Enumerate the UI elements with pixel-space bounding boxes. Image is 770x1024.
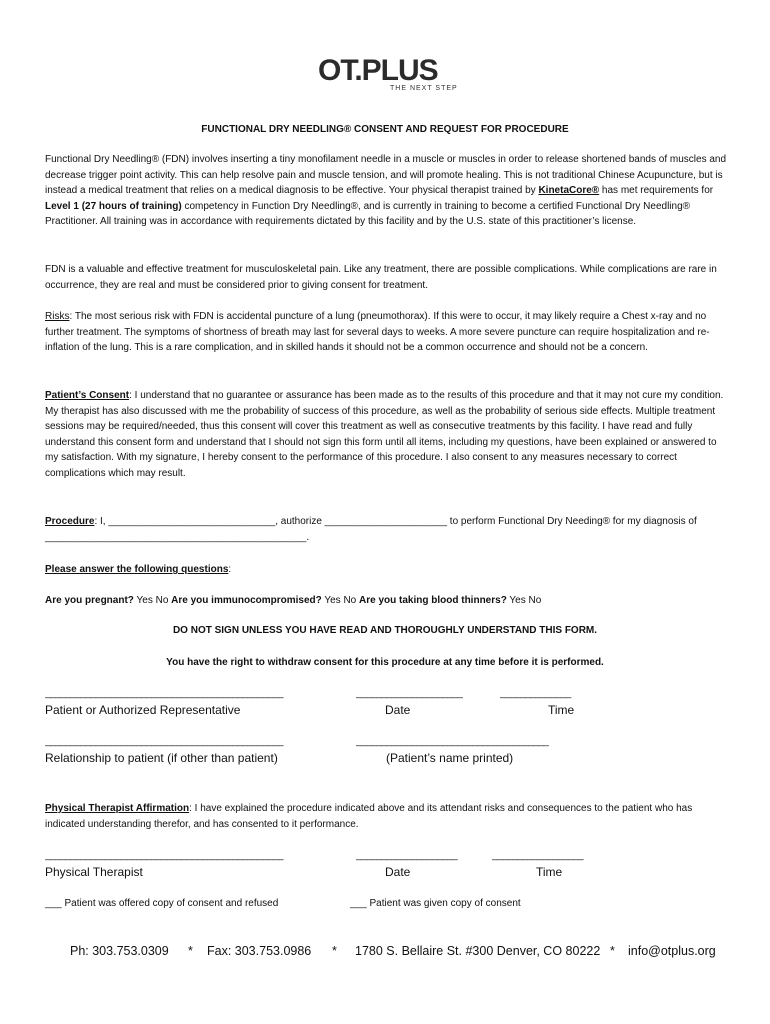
logo-text: OT.PLUS <box>318 54 438 87</box>
copy-given-checkline[interactable]: ___ Patient was given copy of consent <box>350 898 521 909</box>
footer-email[interactable]: info@otplus.org <box>628 944 716 958</box>
procedure-text[interactable]: : I, ______________________________, authorize ______________________ to perform Functional Dry Needing® for my diagnosis of _______________________________________________. <box>45 516 697 543</box>
therapist-date-label: Date <box>385 865 411 879</box>
document-title: FUNCTIONAL DRY NEEDLING® CONSENT AND REQUEST FOR PROCEDURE <box>201 124 569 135</box>
therapist-signature-line[interactable]: _______________________________________________ <box>45 850 283 861</box>
printed-name-line[interactable]: ______________________________________ <box>356 736 549 747</box>
affirmation-text: : I have explained the procedure indicated above and its attendant risks and consequences to the patient who has indicated understanding therefor, and has consented to it performance. <box>45 803 693 830</box>
intro-text-3: competency in Function Dry Needling®, and is currently in training to become a certified Functional Dry Needling® Practitioner. All training was in accordance with requirements dictated by this facility and by the U.S. state of this practitioner’s license. <box>45 200 691 228</box>
patient-signature-label: Patient or Authorized Representative <box>45 703 241 717</box>
level-text: Level 1 (27 hours of training) <box>45 200 182 212</box>
question-pregnant: Are you pregnant? <box>45 595 134 606</box>
therapist-time-line[interactable]: __________________ <box>492 850 584 861</box>
therapist-signature-label: Physical Therapist <box>45 865 143 879</box>
risks-label: Risks <box>45 311 70 322</box>
footer-separator: * <box>610 944 615 958</box>
relationship-line[interactable]: _______________________________________________ <box>45 736 283 747</box>
affirmation-label: Physical Therapist Affirmation <box>45 803 190 814</box>
footer-separator: * <box>188 944 193 958</box>
blood-thinners-options[interactable]: Yes No <box>506 595 542 606</box>
consent-label: Patient’s Consent <box>45 390 130 401</box>
patient-time-label: Time <box>548 703 575 717</box>
footer-fax: Fax: 303.753.0986 <box>207 944 312 958</box>
patient-time-line[interactable]: ______________ <box>500 688 571 699</box>
warning-text: DO NOT SIGN UNLESS YOU HAVE READ AND THOROUGHLY UNDERSTAND THIS FORM. <box>172 625 598 636</box>
intro-text-2: has met requirements for <box>599 185 714 197</box>
risks-text: : The most serious risk with FDN is accidental puncture of a lung (pneumothorax). If this were to occur, it may likely require a Chest x-ray and no further treatment. The symptoms of shortness of breath may last for several days to weeks. A more severe puncture can require hospitalization and re-inflation of the lung. This is a rare complication, and in skilled hands it should not be a common occurrence and should not be a concern. <box>45 311 710 354</box>
printed-name-label: (Patient’s name printed) <box>386 751 514 765</box>
questions-header-text: Please answer the following questions <box>45 564 229 575</box>
relationship-label: Relationship to patient (if other than patient) <box>45 751 278 765</box>
affirmation-paragraph <box>45 801 727 832</box>
immunocompromised-options[interactable]: Yes No <box>321 595 360 606</box>
questions-colon: : <box>228 564 232 575</box>
patient-signature-line[interactable]: _______________________________________________ <box>45 688 283 699</box>
withdraw-text: You have the right to withdraw consent for this procedure at any time before it is performed. <box>166 657 604 668</box>
footer-phone: Ph: 303.753.0309 <box>70 944 169 958</box>
questions-header <box>45 562 727 578</box>
intro-paragraph <box>45 152 727 230</box>
otplus-logo <box>318 56 458 96</box>
footer-address: 1780 S. Bellaire St. #300 Denver, CO 80222 <box>355 944 601 958</box>
consent-paragraph <box>45 388 727 482</box>
question-blood-thinners: Are you taking blood thinners? <box>359 595 507 606</box>
risks-paragraph <box>45 309 727 356</box>
valuable-paragraph: FDN is a valuable and effective treatment for musculoskeletal pain. Like any treatment, there are possible complications. While complications are rare in occurrence, they are real and must be considered prior to giving consent for treatment. <box>45 264 717 291</box>
question-immunocompromised: Are you immunocompromised? <box>171 595 322 606</box>
logo-tagline: THE NEXT STEP <box>390 85 458 92</box>
patient-date-line[interactable]: _____________________ <box>356 688 463 699</box>
procedure-label: Procedure <box>45 516 95 527</box>
footer-separator: * <box>332 944 337 958</box>
copy-refused-checkline[interactable]: ___ Patient was offered copy of consent and refused <box>45 898 279 909</box>
questions-row <box>45 593 727 609</box>
intro-text-1: Functional Dry Needling® (FDN) involves inserting a tiny monofilament needle in a muscle or muscles in order to release shortened bands of muscles and decrease trigger point activity. This can help resolve pain and muscle tension, and will promote healing. This is not traditional Chinese Acupuncture, but is instead a medical treatment that relies on a medical diagnosis to be effective. Your physical therapist trained by <box>45 154 727 197</box>
therapist-date-line[interactable]: ____________________ <box>356 850 458 861</box>
therapist-time-label: Time <box>536 865 563 879</box>
consent-text: : I understand that no guarantee or assurance has been made as to the results of this procedure and that it may not cure my condition. My therapist has also discussed with me the probability of success of this procedure, as well as the probability of serious side effects. Multiple treatment sessions may be required/needed, thus this consent will cover this treatment as well as consecutive treatments by this facility. I have read and fully understand this consent form and understand that I should not sign this form until all items, including my questions, have been explained or answered to my satisfaction. With my signature, I hereby consent to the performance of this procedure. I also consent to any measures necessary to correct complications which may result. <box>45 390 724 479</box>
pregnant-options[interactable]: Yes No <box>133 595 172 606</box>
patient-date-label: Date <box>385 703 411 717</box>
procedure-paragraph <box>45 514 727 545</box>
kinetacore-link: KinetaCore® <box>538 185 600 197</box>
